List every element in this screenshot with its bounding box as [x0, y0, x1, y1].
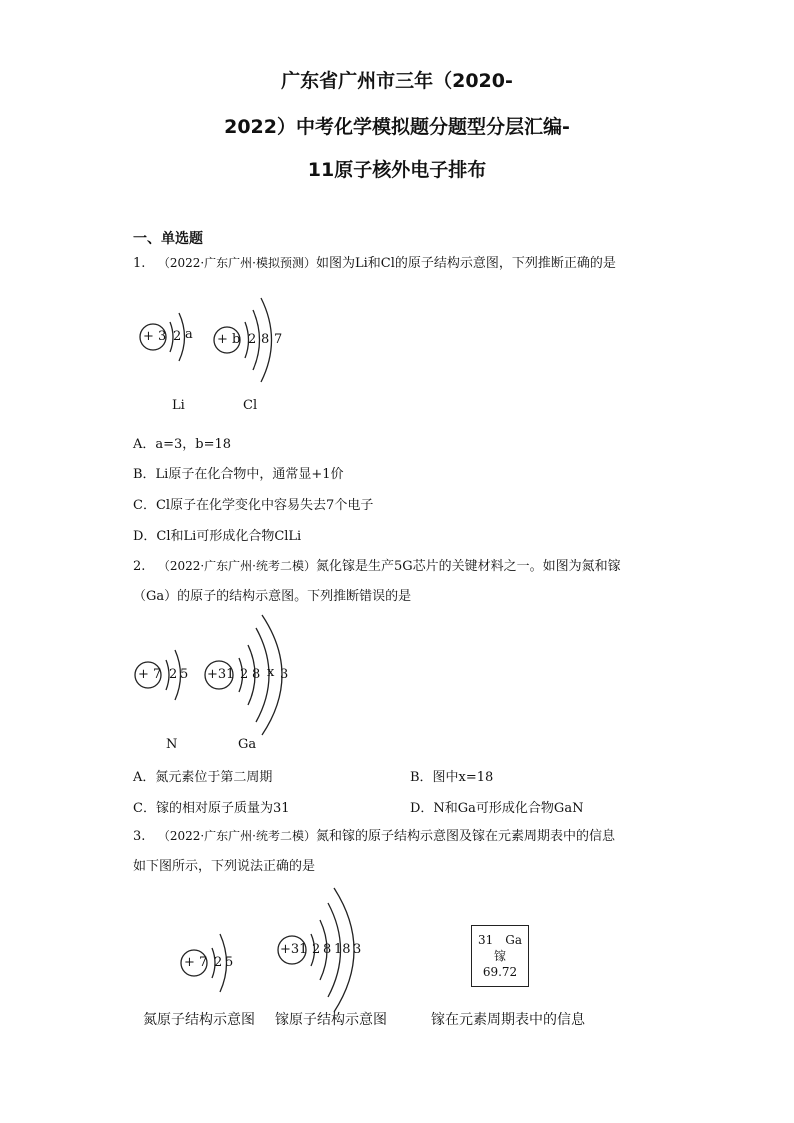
q2-ga-shell-1-count: 2: [240, 667, 249, 682]
q2-n-shell-1-count: 2: [169, 667, 178, 682]
q2-ga-shell-2-count: 8: [252, 667, 261, 682]
q2-source: （2022·广东广州·统考二模）: [157, 559, 316, 573]
q3-ga-shell-3-count: 18: [334, 942, 351, 957]
q2-option-d[interactable]: D．N和Ga可形成化合物GaN: [410, 801, 584, 816]
q1-li-shell-2-count: a: [185, 327, 193, 342]
q2-ga-shell-4-count: 3: [280, 667, 289, 682]
doc-title-line-3: 11原子核外电子排布: [307, 159, 487, 181]
q3-ga-shell-2-count: 8: [323, 942, 332, 957]
q1-cl-shell-3-count: 7: [274, 332, 283, 347]
q3-ga-shell-4-count: 3: [353, 942, 362, 957]
periodic-table-cell: [471, 925, 529, 987]
q1-li-shell-1-count: 2: [173, 329, 182, 344]
q3-ga-shell-1-count: 2: [312, 942, 321, 957]
q3-n-caption: 氮原子结构示意图: [143, 1012, 255, 1028]
q1-cl-label: Cl: [243, 398, 258, 413]
q1-option-d[interactable]: D．Cl和Li可形成化合物ClLi: [133, 529, 302, 544]
atomic-number: 31: [477, 933, 494, 947]
q3-stem-line-2: 如下图所示，下列说法正确的是: [133, 859, 316, 874]
q3-ga-caption: 镓原子结构示意图: [275, 1012, 387, 1028]
q2-stem-line-1: [133, 556, 621, 577]
q2-ga-shell-3-count: x: [267, 665, 275, 680]
q1-cl-nucleus-label: + b: [217, 332, 241, 347]
atomic-mass: 69.72: [482, 965, 518, 979]
q3-table-caption: 镓在元素周期表中的信息: [431, 1012, 585, 1028]
element-symbol: Ga: [505, 933, 522, 947]
q1-cl-shell-1-count: 2: [248, 332, 257, 347]
q2-n-nucleus-label: + 7: [138, 667, 162, 682]
q1-cl-shell-2-count: 8: [261, 332, 270, 347]
element-name: 镓: [493, 949, 506, 963]
q1-li-label: Li: [172, 398, 185, 413]
q3-source: （2022·广东广州·统考二模）: [157, 829, 316, 843]
q3-n-nucleus-label: + 7: [184, 955, 208, 970]
q3-stem-text-1: 氮和镓的原子结构示意图及镓在元素周期表中的信息: [315, 829, 615, 844]
doc-title-line-2: 2022）中考化学模拟题分题型分层汇编-: [224, 116, 570, 138]
q2-ga-nucleus-label: +31: [207, 667, 235, 682]
q2-n-shell-2-count: 5: [180, 667, 189, 682]
q2-option-a[interactable]: A．氮元素位于第二周期: [133, 770, 273, 785]
q3-number: 3.: [133, 829, 146, 844]
q1-source: （2022·广东广州·模拟预测）: [157, 256, 316, 270]
q1-number: 1.: [133, 256, 146, 271]
q2-option-b[interactable]: B．图中x=18: [410, 770, 494, 785]
q2-stem-line-2: （Ga）的原子的结构示意图。下列推断错误的是: [133, 589, 412, 604]
section-heading: 一、单选题: [133, 231, 203, 247]
q2-n-label: N: [166, 737, 178, 752]
q2-option-c[interactable]: C．镓的相对原子质量为31: [133, 801, 290, 816]
q3-stem-line-1: [133, 826, 615, 847]
q1-option-a[interactable]: A．a=3，b=18: [133, 437, 232, 452]
q3-n-shell-2-count: 5: [225, 955, 234, 970]
q2-ga-label: Ga: [238, 737, 257, 752]
q1-option-c[interactable]: C．Cl原子在化学变化中容易失去7个电子: [133, 498, 374, 513]
q3-n-shell-1-count: 2: [214, 955, 223, 970]
q2-number: 2.: [133, 559, 146, 574]
doc-title-line-1: 广东省广州市三年（2020-: [281, 70, 513, 92]
q2-stem-text-1: 氮化镓是生产5G芯片的关键材料之一。如图为氮和镓: [315, 559, 621, 574]
q1-option-b[interactable]: B．Li原子在化合物中，通常显+1价: [133, 467, 344, 482]
q3-ga-nucleus-label: +31: [280, 942, 308, 957]
q1-li-nucleus-label: + 3: [143, 329, 167, 344]
q1-stem-text: 如图为Li和Cl的原子结构示意图，下列推断正确的是: [315, 256, 616, 271]
